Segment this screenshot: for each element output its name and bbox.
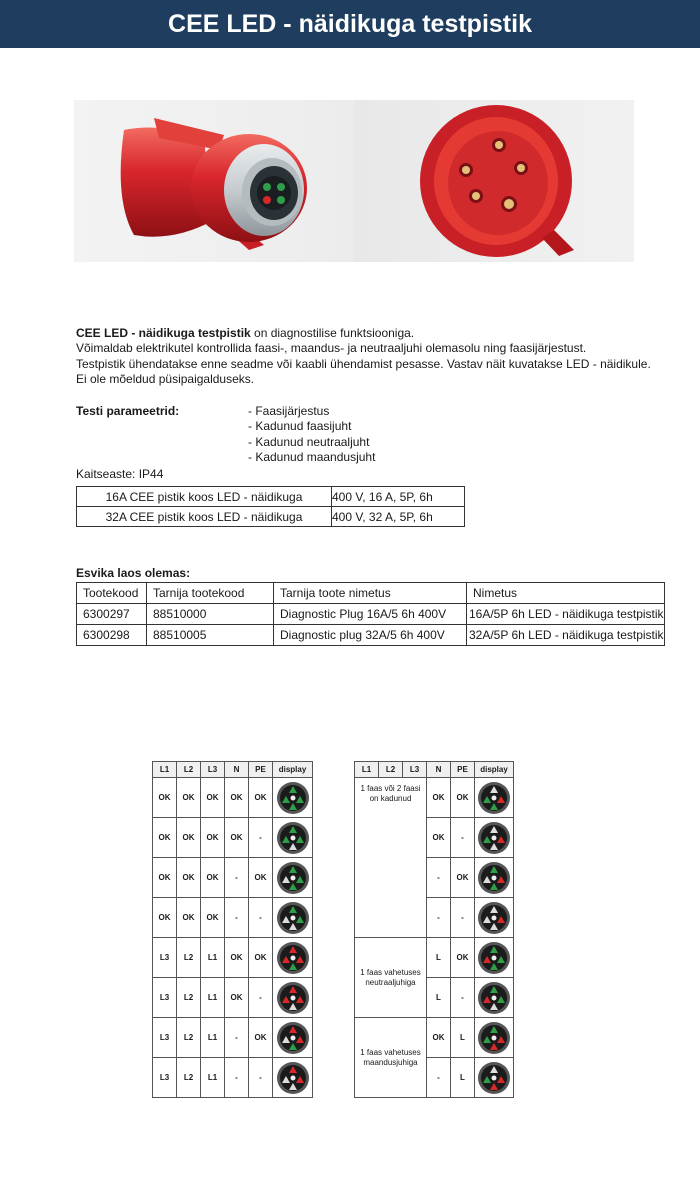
display-cell — [273, 818, 313, 858]
table-cell: - — [249, 818, 273, 858]
led-display-icon — [276, 1061, 310, 1095]
column-header: N — [225, 762, 249, 778]
table-cell: - — [225, 858, 249, 898]
parameter-item: - Kadunud faasijuht — [248, 419, 352, 434]
table-cell: OK — [451, 938, 475, 978]
table-cell: OK — [153, 818, 177, 858]
table-cell: L3 — [153, 1018, 177, 1058]
table-cell: OK — [177, 778, 201, 818]
plug-side-photo — [74, 100, 354, 262]
table-cell: L — [451, 1058, 475, 1098]
table-cell: 16A/5P 6h LED - näidikuga testpistik — [467, 604, 665, 625]
table-cell: OK — [201, 858, 225, 898]
table-row — [355, 938, 514, 978]
table-cell: L3 — [153, 978, 177, 1018]
column-header: L3 — [403, 762, 427, 778]
display-cell — [475, 898, 514, 938]
table-cell: 88510000 — [147, 604, 274, 625]
led-display-icon — [276, 821, 310, 855]
column-header: display — [475, 762, 514, 778]
table-cell: L3 — [153, 1058, 177, 1098]
column-header: L2 — [379, 762, 403, 778]
table-cell: OK — [427, 818, 451, 858]
led-display-icon — [276, 1021, 310, 1055]
table-cell: - — [451, 898, 475, 938]
table-cell: OK — [451, 858, 475, 898]
table-row — [355, 1018, 514, 1058]
led-display-icon — [477, 861, 511, 895]
table-row — [153, 778, 313, 818]
led-display-icon — [276, 941, 310, 975]
spec-table — [76, 486, 465, 527]
table-cell: - — [225, 1018, 249, 1058]
display-cell — [273, 898, 313, 938]
table-cell: - — [225, 898, 249, 938]
column-header: Tarnija tootekood — [147, 583, 274, 604]
page-header — [0, 0, 700, 48]
table-cell: L2 — [177, 938, 201, 978]
led-display-icon — [276, 861, 310, 895]
led-display-icon — [477, 941, 511, 975]
led-display-icon — [477, 821, 511, 855]
display-cell — [273, 938, 313, 978]
table-cell: OK — [153, 898, 177, 938]
table-cell: L1 — [201, 938, 225, 978]
table-cell: OK — [201, 818, 225, 858]
description-line: Võimaldab elektrikutel kontrollida faasi-, maandus- ja neutraaljuhi olemasolu ning faasijärjestust. — [76, 341, 587, 356]
column-header: Tarnija toote nimetus — [274, 583, 467, 604]
display-cell — [273, 978, 313, 1018]
table-cell: - — [427, 1058, 451, 1098]
table-cell: 6300298 — [77, 625, 147, 646]
column-header: display — [273, 762, 313, 778]
product-description — [76, 326, 676, 387]
column-header: L3 — [201, 762, 225, 778]
table-cell: OK — [177, 898, 201, 938]
led-display-icon — [276, 981, 310, 1015]
description-line: Ei ole mõeldud püsipaigalduseks. — [76, 371, 255, 386]
diagnostic-table-right — [354, 761, 514, 1098]
table-cell: L2 — [177, 978, 201, 1018]
table-cell: L2 — [177, 1058, 201, 1098]
table-row — [153, 1018, 313, 1058]
table-cell: OK — [153, 858, 177, 898]
table-cell: OK — [225, 818, 249, 858]
table-cell: L2 — [177, 1018, 201, 1058]
table-cell: OK — [201, 898, 225, 938]
parameter-item: - Kadunud maandusjuht — [248, 449, 376, 464]
table-cell: - — [225, 1058, 249, 1098]
table-cell: L — [427, 978, 451, 1018]
column-header: Nimetus — [467, 583, 665, 604]
table-cell: OK — [249, 938, 273, 978]
display-cell — [475, 778, 514, 818]
table-cell: L1 — [201, 978, 225, 1018]
display-cell — [273, 1018, 313, 1058]
condition-note: 1 faas vahetuses maandusjuhiga — [355, 1018, 427, 1098]
column-header: L1 — [153, 762, 177, 778]
table-cell: OK — [427, 778, 451, 818]
display-cell — [475, 1018, 514, 1058]
table-cell: OK — [427, 1018, 451, 1058]
table-row — [77, 487, 465, 507]
table-cell: OK — [153, 778, 177, 818]
display-cell — [475, 858, 514, 898]
table-row — [153, 818, 313, 858]
table-row — [153, 1058, 313, 1098]
column-header: N — [427, 762, 451, 778]
display-cell — [475, 978, 514, 1018]
spec-value: 400 V, 32 A, 5P, 6h — [332, 507, 465, 527]
table-cell: OK — [177, 858, 201, 898]
spec-value: 400 V, 16 A, 5P, 6h — [332, 487, 465, 507]
table-row — [153, 938, 313, 978]
table-cell: OK — [451, 778, 475, 818]
table-cell: L1 — [201, 1058, 225, 1098]
parameter-item: - Kadunud neutraaljuht — [248, 434, 370, 449]
table-cell: OK — [249, 858, 273, 898]
table-cell: - — [427, 898, 451, 938]
column-header: L1 — [355, 762, 379, 778]
table-cell: OK — [249, 1018, 273, 1058]
product-photos — [74, 100, 634, 262]
table-cell: Diagnostic plug 32A/5 6h 400V — [274, 625, 467, 646]
table-header-row — [355, 762, 514, 778]
table-row — [77, 507, 465, 527]
table-header-row — [77, 583, 665, 604]
table-cell: - — [249, 898, 273, 938]
parameter-item: - Faasijärjestus — [248, 404, 330, 418]
led-display-icon — [276, 781, 310, 815]
table-cell: - — [427, 858, 451, 898]
column-header: PE — [249, 762, 273, 778]
display-cell — [475, 1058, 514, 1098]
display-cell — [273, 1058, 313, 1098]
spec-name: 16A CEE pistik koos LED - näidikuga — [77, 487, 332, 507]
column-header: L2 — [177, 762, 201, 778]
diagnostic-table-left — [152, 761, 313, 1098]
led-display-icon — [477, 981, 511, 1015]
led-display-icon — [477, 1021, 511, 1055]
table-row — [355, 778, 514, 818]
table-cell: 88510005 — [147, 625, 274, 646]
table-row — [153, 898, 313, 938]
table-row — [77, 604, 665, 625]
description-title-rest: on diagnostilise funktsiooniga. — [250, 326, 415, 340]
table-cell: OK — [225, 978, 249, 1018]
parameters-label: Testi parameetrid: — [76, 404, 180, 418]
table-cell: - — [249, 978, 273, 1018]
table-row — [77, 625, 665, 646]
table-cell: L — [427, 938, 451, 978]
led-display-icon — [276, 901, 310, 935]
table-row — [153, 978, 313, 1018]
stock-title: Esvika laos olemas: — [76, 566, 191, 580]
table-cell: L — [451, 1018, 475, 1058]
protection-rating: Kaitseaste: IP44 — [76, 467, 164, 481]
led-display-icon — [477, 901, 511, 935]
table-cell: 6300297 — [77, 604, 147, 625]
table-cell: - — [451, 978, 475, 1018]
table-cell: - — [451, 818, 475, 858]
condition-note: 1 faas või 2 faasi on kadunud — [355, 778, 427, 938]
led-display-icon — [477, 781, 511, 815]
table-cell: L3 — [153, 938, 177, 978]
parameters-list — [248, 404, 548, 465]
table-cell: OK — [249, 778, 273, 818]
column-header: PE — [451, 762, 475, 778]
display-cell — [475, 938, 514, 978]
table-cell: OK — [201, 778, 225, 818]
table-cell: - — [249, 1058, 273, 1098]
display-cell — [273, 858, 313, 898]
table-cell: L1 — [201, 1018, 225, 1058]
led-display-icon — [477, 1061, 511, 1095]
table-cell: OK — [225, 938, 249, 978]
page-title: CEE LED - näidikuga testpistik — [168, 9, 532, 38]
description-title: CEE LED - näidikuga testpistik — [76, 326, 251, 340]
table-cell: Diagnostic Plug 16A/5 6h 400V — [274, 604, 467, 625]
table-cell: OK — [177, 818, 201, 858]
stock-table — [76, 582, 665, 646]
table-cell: 32A/5P 6h LED - näidikuga testpistik — [467, 625, 665, 646]
column-header: Tootekood — [77, 583, 147, 604]
table-header-row — [153, 762, 313, 778]
display-cell — [273, 778, 313, 818]
table-row — [153, 858, 313, 898]
plug-front-photo — [354, 100, 634, 262]
display-cell — [475, 818, 514, 858]
description-line: Testpistik ühendatakse enne seadme või kaabli ühendamist pesasse. Vastav näit kuvatakse LED - näidikule. — [76, 356, 651, 371]
spec-name: 32A CEE pistik koos LED - näidikuga — [77, 507, 332, 527]
table-cell: OK — [225, 778, 249, 818]
condition-note: 1 faas vahetuses neutraaljuhiga — [355, 938, 427, 1018]
